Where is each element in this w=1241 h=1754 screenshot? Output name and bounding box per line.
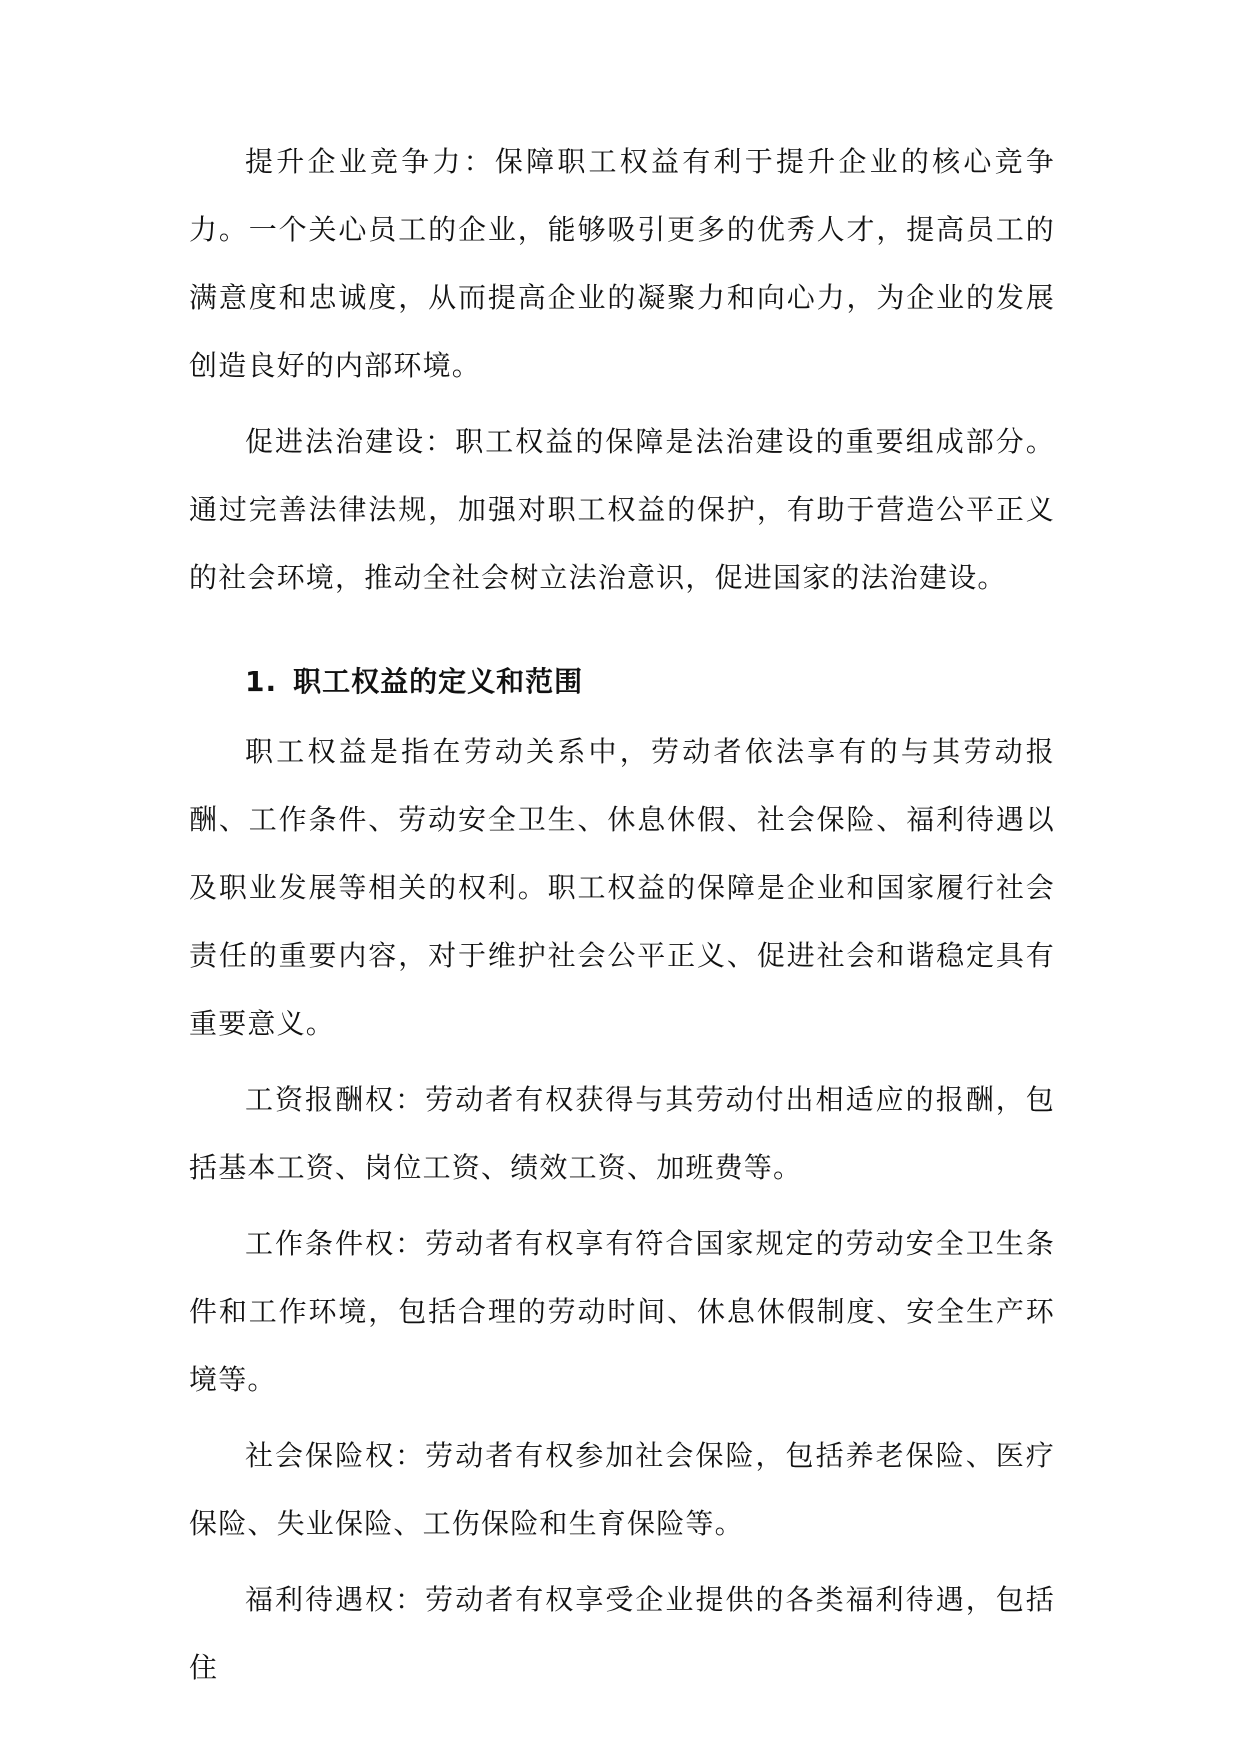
paragraph-rule-of-law: 促进法治建设：职工权益的保障是法治建设的重要组成部分。通过完善法律法规，加强对职工权益的保护，有助于营造公平正义的社会环境，推动全社会树立法治意识，促进国家的法治建设。 xyxy=(189,425,1055,594)
paragraph-social-insurance-right: 社会保险权：劳动者有权参加社会保险，包括养老保险、医疗保险、失业保险、工伤保险和生育保险等。 xyxy=(189,1439,1055,1540)
section-heading xyxy=(189,648,1055,716)
paragraph-definition: 职工权益是指在劳动关系中，劳动者依法享有的与其劳动报酬、工作条件、劳动安全卫生、休息休假、社会保险、福利待遇以及职业发展等相关的权利。职工权益的保障是企业和国家履行社会责任的重要内容，对于维护社会公平正义、促进社会和谐稳定具有重要意义。 xyxy=(189,735,1055,1040)
section-title: 职工权益的定义和范围 xyxy=(293,665,584,698)
section-number: 1. xyxy=(245,665,278,698)
document-page xyxy=(189,128,1055,1710)
paragraph-competitiveness: 提升企业竞争力：保障职工权益有利于提升企业的核心竞争力。一个关心员工的企业，能够吸引更多的优秀人才，提高员工的满意度和忠诚度，从而提高企业的凝聚力和向心力，为企业的发展创造良好的内部环境。 xyxy=(189,145,1055,382)
paragraph-welfare-right: 福利待遇权：劳动者有权享受企业提供的各类福利待遇，包括住 xyxy=(189,1583,1055,1684)
paragraph-working-conditions-right: 工作条件权：劳动者有权享有符合国家规定的劳动安全卫生条件和工作环境，包括合理的劳动时间、休息休假制度、安全生产环境等。 xyxy=(189,1227,1055,1396)
paragraph-wage-right: 工资报酬权：劳动者有权获得与其劳动付出相适应的报酬，包括基本工资、岗位工资、绩效工资、加班费等。 xyxy=(189,1083,1055,1184)
